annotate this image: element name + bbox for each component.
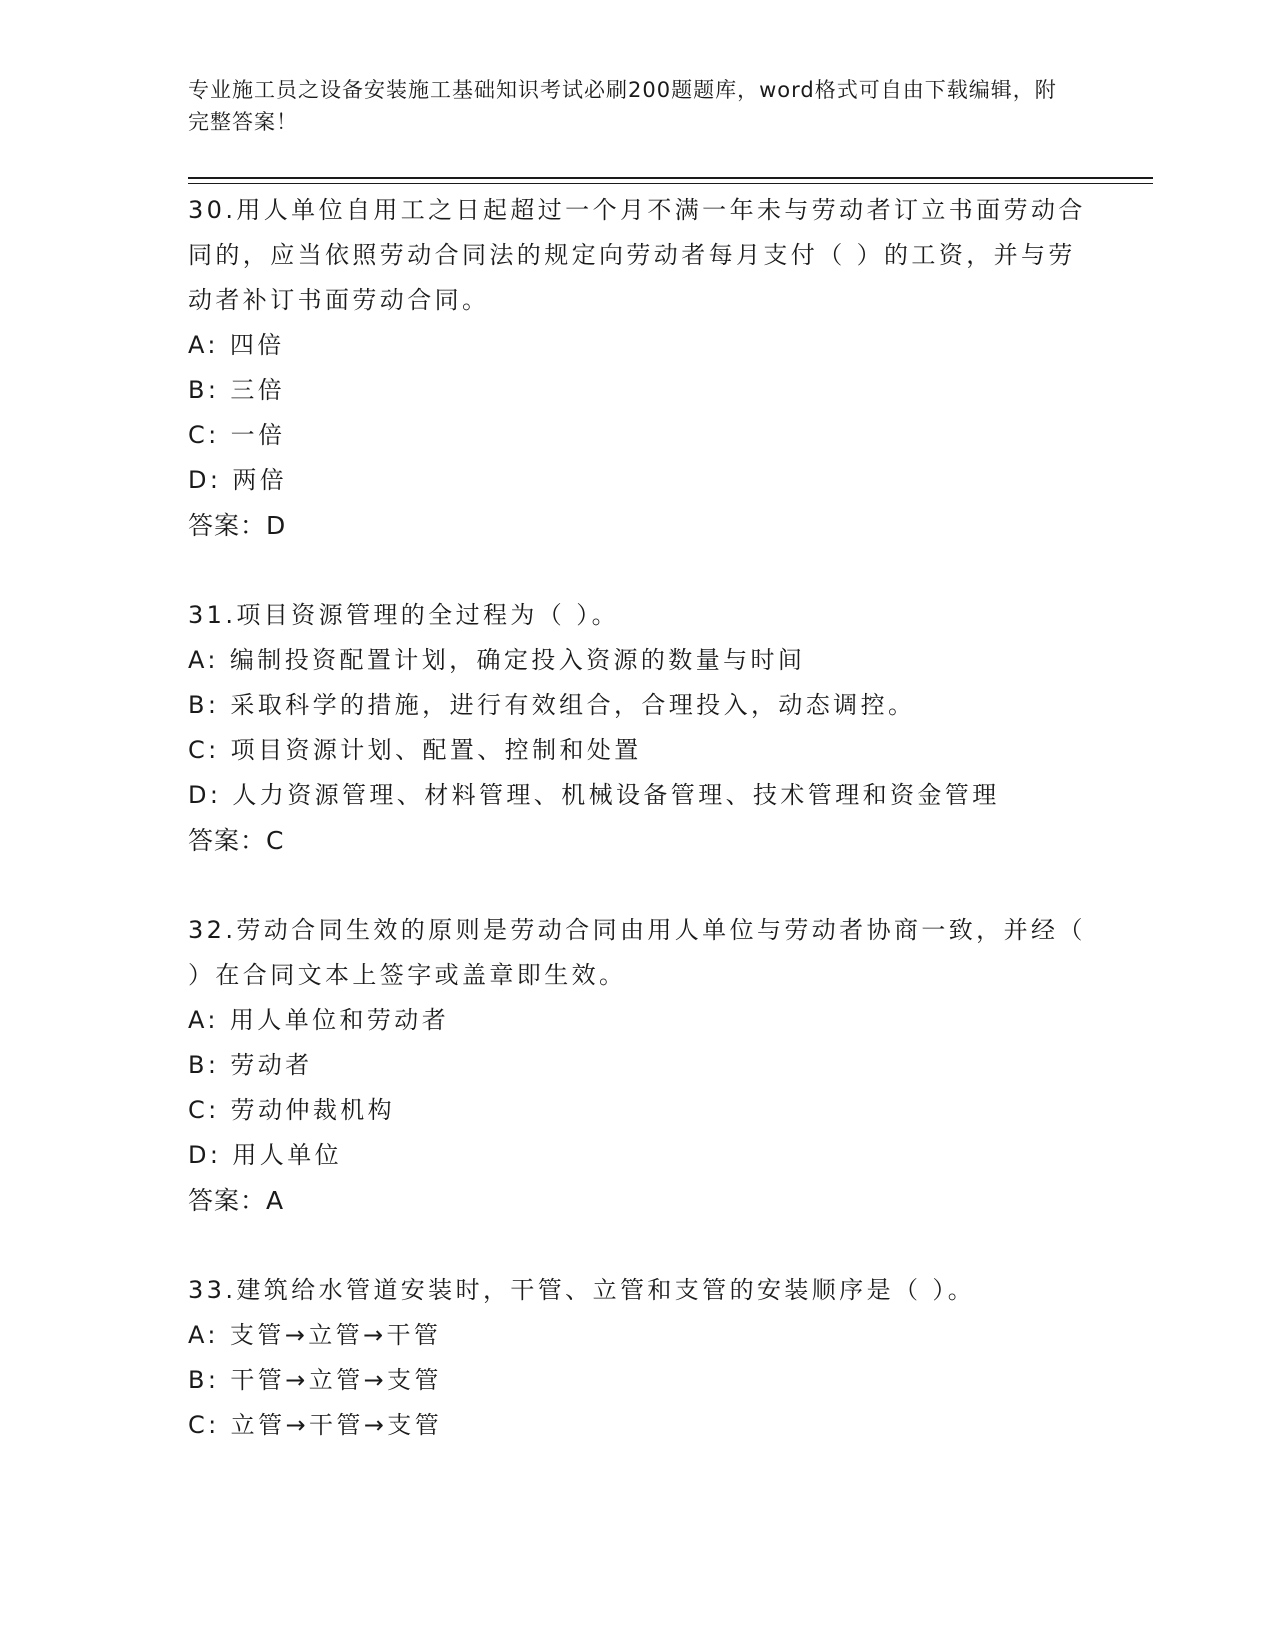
option-b: B: 采取科学的措施，进行有效组合，合理投入，动态调控。 — [188, 691, 916, 719]
question-32 — [188, 908, 1088, 1224]
option-c: C: 一倍 — [188, 421, 286, 449]
answer: 答案：A — [188, 1186, 285, 1215]
document-header — [188, 74, 1068, 138]
question-stem: 32.劳动合同生效的原则是劳动合同由用人单位与劳动者协商一致，并经（ ）在合同文本上签字或盖章即生效。 — [188, 916, 1086, 989]
question-30 — [188, 188, 1088, 549]
question-stem: 33.建筑给水管道安装时，干管、立管和支管的安装顺序是（ ）。 — [188, 1276, 976, 1304]
option-b: B: 干管→立管→支管 — [188, 1366, 442, 1394]
question-stem: 30.用人单位自用工之日起超过一个月不满一年未与劳动者订立书面劳动合同的，应当依照劳动合同法的规定向劳动者每月支付（ ）的工资，并与劳动者补订书面劳动合同。 — [188, 196, 1086, 314]
question-stem: 31.项目资源管理的全过程为（ ）。 — [188, 601, 619, 629]
option-d: D: 用人单位 — [188, 1141, 342, 1169]
option-c: C: 项目资源计划、配置、控制和处置 — [188, 736, 642, 764]
question-list — [188, 188, 1088, 1448]
option-b: B: 劳动者 — [188, 1051, 313, 1079]
answer: 答案：C — [188, 826, 285, 855]
answer: 答案：D — [188, 511, 287, 540]
header-divider-thin — [188, 183, 1153, 184]
option-c: C: 劳动仲裁机构 — [188, 1096, 396, 1124]
option-d: D: 两倍 — [188, 466, 288, 494]
option-a: A: 编制投资配置计划，确定投入资源的数量与时间 — [188, 646, 806, 674]
option-b: B: 三倍 — [188, 376, 286, 404]
option-a: A: 支管→立管→干管 — [188, 1321, 442, 1349]
option-a: A: 四倍 — [188, 331, 285, 359]
question-31 — [188, 593, 1088, 864]
option-d: D: 人力资源管理、材料管理、机械设备管理、技术管理和资金管理 — [188, 781, 1000, 809]
header-divider-thick — [188, 177, 1153, 179]
header-title: 专业施工员之设备安装施工基础知识考试必刷200题题库，word格式可自由下载编辑，附完整答案！ — [188, 78, 1057, 134]
question-33 — [188, 1268, 1088, 1448]
option-a: A: 用人单位和劳动者 — [188, 1006, 450, 1034]
option-c: C: 立管→干管→支管 — [188, 1411, 443, 1439]
